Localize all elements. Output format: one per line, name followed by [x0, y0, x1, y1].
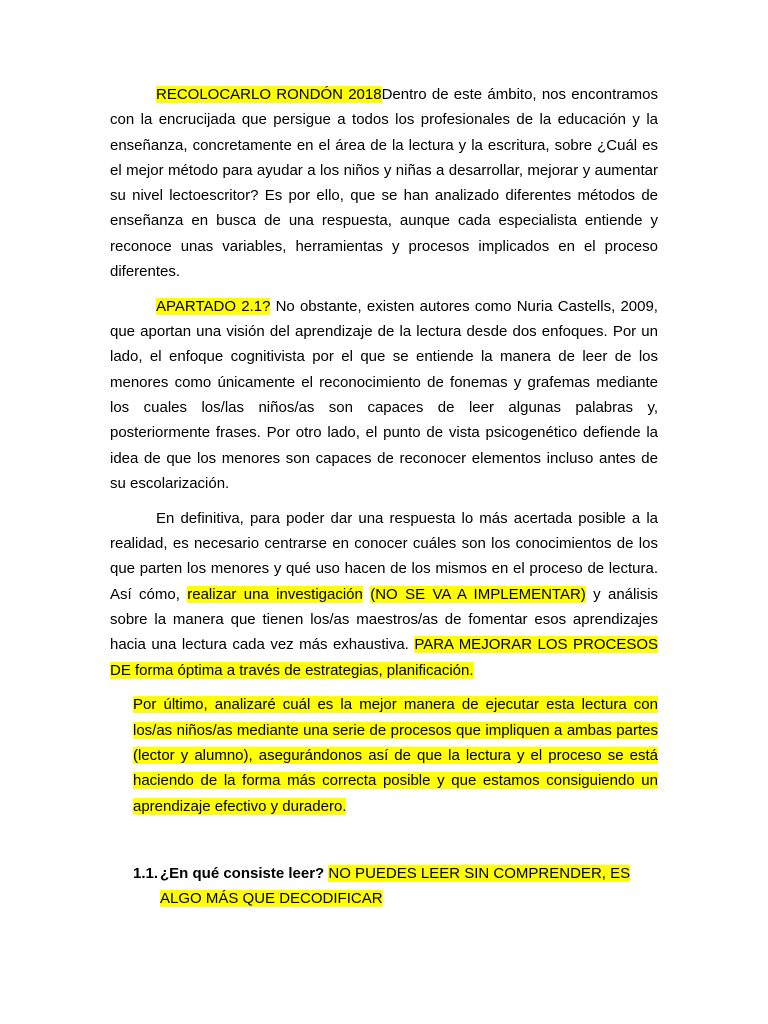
comment-highlight: realizar una investigación: [187, 585, 363, 603]
paragraph-1: [110, 82, 658, 284]
paragraph-text: y análisis sobre la manera que tienen los/as maestros/as de fomentar esos aprendizajes hacia una lectura cada vez más exhaustiva.: [110, 585, 659, 654]
section-heading: [133, 861, 658, 912]
paragraph-text: Dentro de este ámbito, nos encontramos con la encrucijada que persigue a todos los profesionales de la educación y la enseñanza, concretamente en el área de la lectura y la escritura, sobre ¿Cuál es el mejor método para ayudar a los niños y niñas a desarrollar, mejorar y aumentar su nivel lectoescritor? Es por ello, que se han analizado diferentes métodos de enseñanza en busca de una respuesta, aunque cada especialista entiende y reconoce unas variables, herramientas y procesos implicados en el proceso diferentes.: [110, 86, 658, 281]
comment-highlight: ALGO MÁS QUE DECODIFICAR: [160, 890, 383, 908]
comment-highlight: PARA MEJORAR LOS PROCESOS DE forma óptima a través de estrategias, planificación.: [110, 636, 659, 679]
document-body: [110, 82, 658, 828]
heading-number: 1.1.: [133, 865, 159, 882]
paragraph-text: En definitiva, para poder dar una respuesta lo más acertada posible a la realidad, es necesario centrarse en conocer cuáles son los conocimientos de los que parten los menores y qué uso hacen de los mismos en el proceso de lectura. Así cómo,: [110, 509, 658, 603]
comment-highlight: Por último, analizaré cuál es la mejor manera de ejecutar esta lectura con los/as niños/as mediante una serie de procesos que impliquen a ambas partes (lector y alumno), asegurándonos así de que la lectura y el proceso se está haciendo de la forma más correcta posible y que estamos consiguiendo un aprendizaje efectivo y duradero.: [133, 696, 658, 815]
comment-highlight: APARTADO 2.1?: [156, 297, 271, 315]
comment-highlight: RECOLOCARLO RONDÓN 2018: [156, 86, 382, 103]
paragraph-text: No obstante, existen autores como Nuria Castells, 2009, que aportan una visión del aprendizaje de la lectura desde dos enfoques. Por un lado, el enfoque cognitivista por el que se entiende la manera de leer de los menores como únicamente el reconocimiento de fonemas y grafemas mediante los cuales los/las niños/as son capaces de leer algunas palabras y, posteriormente frases. Por otro lado, el punto de vista psicogenético defiende la idea de que los menores son capaces de reconocer elementos incluso antes de su escolarización.: [110, 297, 658, 492]
paragraph-4: [133, 692, 658, 818]
paragraph-3: [110, 506, 658, 683]
heading-question: ¿En qué consiste leer?: [160, 865, 325, 882]
paragraph-2: [110, 294, 658, 496]
comment-highlight: (NO SE VA A IMPLEMENTAR): [370, 585, 586, 603]
comment-highlight: NO PUEDES LEER SIN COMPRENDER, ES: [328, 865, 631, 882]
